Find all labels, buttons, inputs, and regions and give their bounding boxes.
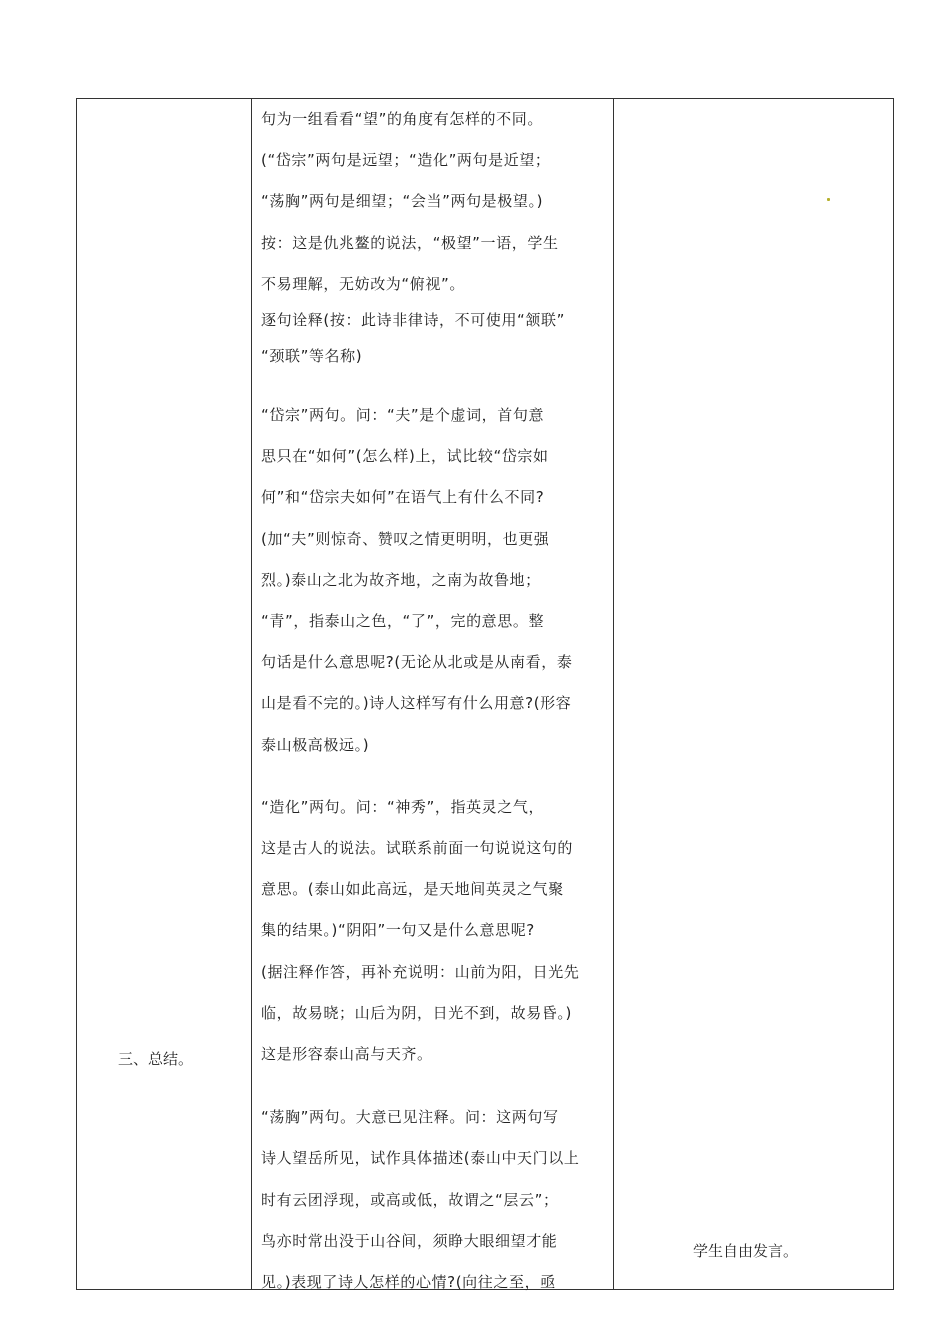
text-line: 句话是什么意思呢?(无论从北或是从南看，泰 <box>261 653 573 672</box>
text-line: 烈。)泰山之北为故齐地，之南为故鲁地； <box>261 570 541 589</box>
text-line: “颈联”等名称) <box>261 347 363 366</box>
zaohua-paragraph <box>261 787 607 1075</box>
text-line: 思只在“如何”(怎么样)上，试比较“岱宗如 <box>261 447 549 466</box>
text-line: 何”和“岱宗夫如何”在语气上有什么不同? <box>261 488 545 507</box>
lesson-plan-table <box>76 98 894 1290</box>
teacher-activity-cell <box>252 99 613 1292</box>
text-line: 意思。(泰山如此高远，是天地间英灵之气聚 <box>261 880 564 899</box>
text-line: 不易理解，无妨改为“俯视”。 <box>261 274 465 293</box>
text-line: “荡胸”两句是细望；“会当”两句是极望。) <box>261 192 544 211</box>
text-line: 诗人望岳所见，试作具体描述(泰山中天门以上 <box>261 1149 580 1168</box>
section-cell <box>77 99 251 1289</box>
text-line: 集的结果。)“阴阳”一句又是什么意思呢? <box>261 921 535 940</box>
text-line: “青”，指泰山之色，“了”，完的意思。整 <box>261 612 545 631</box>
text-line: 这是古人的说法。试联系前面一句说说这句的 <box>261 839 574 858</box>
text-line: “造化”两句。问：“神秀”，指英灵之气， <box>261 797 545 816</box>
note-paragraph <box>261 302 607 374</box>
teacher-activity-text <box>261 99 607 1303</box>
text-line: 按：这是仇兆鳌的说法，“极望”一语，学生 <box>261 233 559 252</box>
text-line: (加“夫”则惊奇、赞叹之情更明明，也更强 <box>261 529 550 548</box>
student-activity-cell <box>614 99 893 1289</box>
text-line: “荡胸”两句。大意已见注释。问：这两句写 <box>261 1108 559 1127</box>
section-label: 三、总结。 <box>118 1050 194 1068</box>
text-line: 泰山极高极远。) <box>261 735 370 754</box>
text-line: 句为一组看看“望”的角度有怎样的不同。 <box>261 110 543 128</box>
text-line: (“岱宗”两句是远望；“造化”两句是近望； <box>261 151 551 170</box>
dangxiong-paragraph <box>261 1097 607 1303</box>
daizong-paragraph <box>261 395 607 766</box>
text-line: (据注释作答，再补充说明：山前为阳，日光先 <box>261 962 580 981</box>
text-line: 山是看不完的。)诗人这样写有什么用意?(形容 <box>261 694 572 713</box>
intro-paragraph <box>261 99 607 305</box>
text-line: 时有云团浮现，或高或低，故谓之“层云”； <box>261 1190 559 1209</box>
text-line: 这是形容泰山高与天齐。 <box>261 1045 433 1064</box>
text-line: 见。)表现了诗人怎样的心情?(向往之至，亟 <box>261 1273 556 1292</box>
text-line: 鸟亦时常出没于山谷间，须睁大眼细望才能 <box>261 1231 558 1250</box>
text-line: 逐句诠释(按：此诗非律诗，不可使用“颔联” <box>261 311 565 330</box>
scan-speck <box>827 198 830 201</box>
text-line: “岱宗”两句。问：“夫”是个虚词，首句意 <box>261 406 545 425</box>
text-line: 临，故易晓；山后为阴，日光不到，故易昏。) <box>261 1003 572 1022</box>
student-activity-text: 学生自由发言。 <box>693 1242 799 1260</box>
